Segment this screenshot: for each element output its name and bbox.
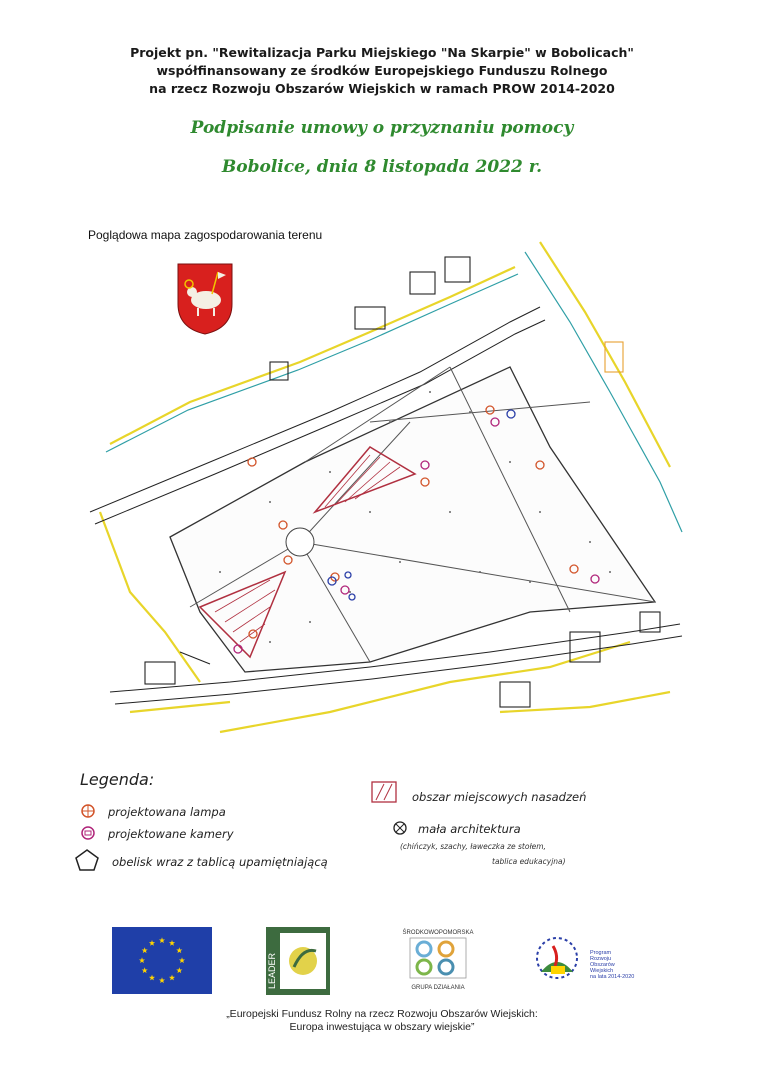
- prow-line-3: Obszarów: [590, 962, 615, 968]
- header-line-2: współfinansowany ze środków Europejskiego Funduszu Rolnego: [156, 63, 608, 78]
- map-title: Poglądowa mapa zagospodarowania terenu: [88, 228, 323, 242]
- legend-planting: obszar miejscowych nasadzeń: [412, 790, 587, 804]
- event-title: Podpisanie umowy o przyznaniu pomocy: [190, 118, 574, 138]
- planting-legend-icon: [370, 780, 398, 804]
- lgd-logo: [400, 930, 476, 991]
- small-architecture-legend-icon: [392, 820, 408, 836]
- legend-small-architecture-note-2: tablica edukacyjna): [492, 857, 566, 866]
- obelisk-legend-icon: [74, 848, 100, 872]
- camera-legend-icon: [80, 825, 96, 841]
- legend-lamp: projektowana lampa: [108, 805, 226, 819]
- header-line-3: na rzecz Rozwoju Obszarów Wiejskich w ramach PROW 2014-2020: [149, 81, 615, 96]
- legend-title: Legenda:: [80, 770, 155, 789]
- lgd-spirals-icon: [406, 936, 470, 980]
- prow-line-5: na lata 2014-2020: [590, 974, 635, 980]
- legend-camera: projektowane kamery: [108, 827, 234, 841]
- footer: [0, 1008, 764, 1034]
- eu-flag-icon: [112, 927, 212, 994]
- lgd-top-text: ŚRODKOWOPOMORSKA: [402, 930, 474, 936]
- header-line-1: Projekt pn. "Rewitalizacja Parku Miejskiego "Na Skarpie" w Bobolicach": [130, 45, 634, 60]
- prow-line-4: Wiejskich: [590, 968, 614, 974]
- footer-line-1: „Europejski Fundusz Rolny na rzecz Rozwoju Obszarów Wiejskich:: [226, 1008, 538, 1020]
- prow-logo-icon: [527, 932, 585, 984]
- lgd-bottom-text: GRUPA DZIAŁANIA: [411, 985, 465, 991]
- event-date: Bobolice, dnia 8 listopada 2022 r.: [221, 157, 543, 177]
- project-header: [0, 44, 764, 98]
- legend-obelisk: obelisk wraz z tablicą upamiętniającą: [112, 855, 328, 869]
- legend-small-architecture: mała architektura: [418, 822, 521, 836]
- leader-text: LEADER: [267, 952, 277, 989]
- prow-line-2: Rozwoju: [590, 956, 612, 962]
- coat-of-arms-icon: [176, 262, 234, 336]
- leader-logo-icon: [266, 927, 330, 995]
- footer-line-2: Europa inwestująca w obszary wiejskie”: [289, 1021, 475, 1033]
- prow-line-1: Program: [590, 950, 612, 956]
- legend-small-architecture-note-1: (chińczyk, szachy, ławeczka ze stołem,: [400, 842, 546, 851]
- lamp-legend-icon: [80, 803, 96, 819]
- prow-text: [590, 950, 634, 980]
